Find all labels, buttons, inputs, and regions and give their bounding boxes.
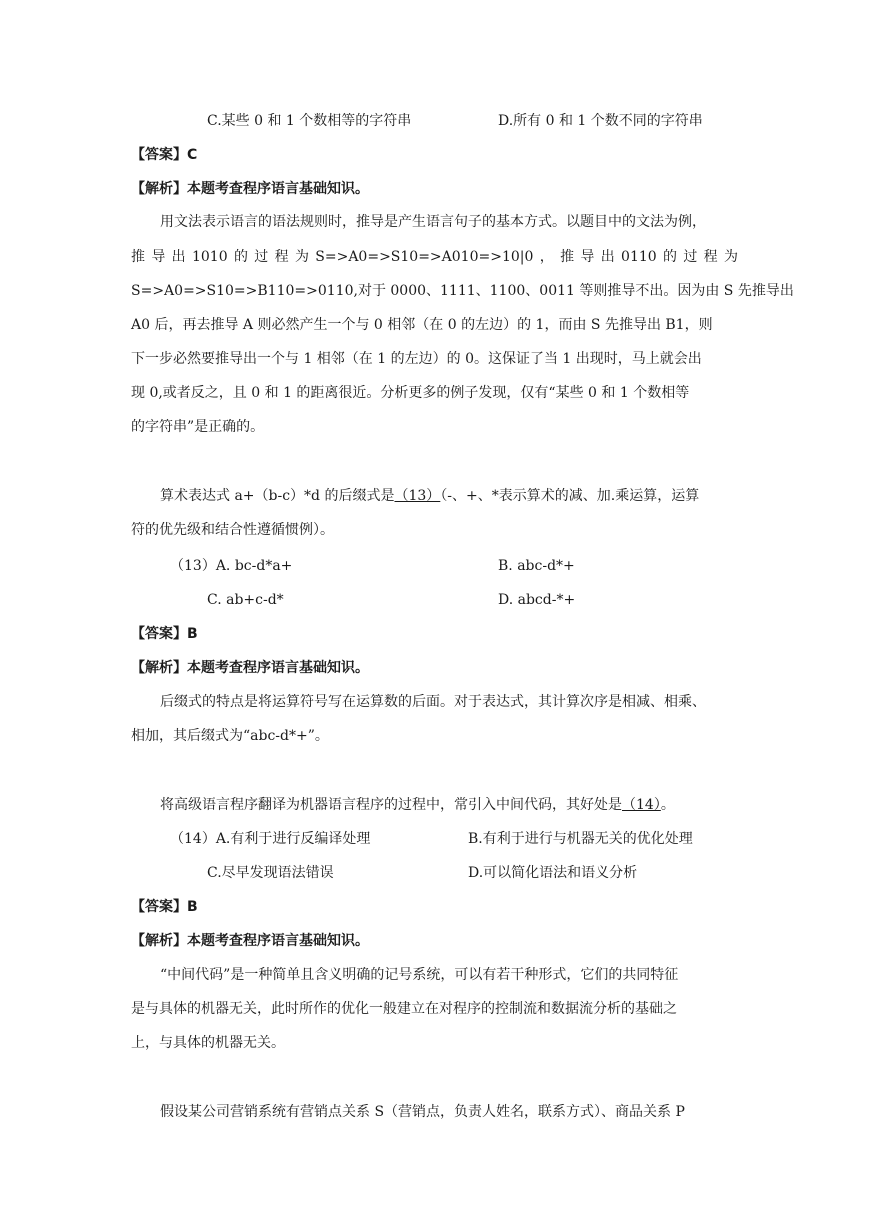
q13-option-a: （13）A. bc-d*a+ — [170, 558, 293, 574]
q13-stem-line-2: 符的优先级和结合性遵循惯例）。 — [131, 522, 334, 538]
q12-option-d: D.所有 0 和 1 个数不同的字符串 — [498, 113, 703, 129]
q13-stem-line-1 — [160, 486, 699, 506]
word: 程 — [703, 249, 718, 265]
q13-stem-text-2: （-、+、*表示算术的减、加.乘运算，运算 — [440, 488, 700, 504]
q13-option-b: B. abc-d*+ — [498, 558, 575, 574]
q13-answer: 【答案】B — [131, 626, 198, 642]
q13-analysis-line-1: 后缀式的特点是将运算符号写在运算数的后面。对于表达式，其计算次序是相减、相乘、 — [160, 694, 706, 710]
word: 为 — [294, 249, 309, 265]
q14-analysis-heading: 【解析】本题考查程序语言基础知识。 — [131, 933, 369, 949]
q12-analysis-heading: 【解析】本题考查程序语言基础知识。 — [131, 181, 369, 197]
q13-option-d: D. abcd-*+ — [498, 592, 576, 608]
word: 出 — [600, 249, 615, 265]
derivation: S=>A0=>S10=>A010=>10|0 — [315, 249, 534, 265]
word: 过 — [683, 249, 698, 265]
q15-stem-line-1: 假设某公司营销系统有营销点关系 S（营销点，负责人姓名，联系方式）、商品关系 P — [160, 1104, 685, 1120]
word: 推 — [560, 249, 575, 265]
q13-analysis-line-2: 相加，其后缀式为“abc-d*+”。 — [131, 728, 329, 744]
q14-option-c: C.尽早发现语法错误 — [207, 865, 334, 881]
q12-analysis-line-5: 下一步必然要推导出一个与 1 相邻（在 1 的左边）的 0。这保证了当 1 出现时，马上就会出 — [131, 351, 702, 367]
word: 1010 — [191, 249, 228, 265]
q12-analysis-line-2 — [131, 247, 738, 267]
q13-stem-text: 算术表达式 a+（b-c）*d 的后缀式是 — [160, 488, 395, 504]
q14-analysis-line-3: 上，与具体的机器无关。 — [131, 1035, 285, 1051]
q14-option-a: （14）A.有利于进行反编译处理 — [170, 831, 371, 847]
word: ， — [539, 249, 554, 265]
q14-analysis-line-1: “中间代码”是一种简单且含义明确的记号系统，可以有若干种形式，它们的共同特征 — [160, 967, 679, 983]
word: 过 — [254, 249, 269, 265]
q14-analysis-line-2: 是与具体的机器无关，此时所作的优化一般建立在对程序的控制流和数据流分析的基础之 — [131, 1001, 677, 1017]
word: 推 — [131, 249, 145, 265]
q12-option-c: C.某些 0 和 1 个数相等的字符串 — [207, 113, 412, 129]
q14-stem-end: 。 — [660, 797, 675, 813]
word: 导 — [151, 249, 166, 265]
q12-analysis-line-4: A0 后，再去推导 A 则必然产生一个与 0 相邻（在 0 的左边）的 1，而由 S 先推导出 B1，则 — [131, 317, 713, 333]
word: 导 — [580, 249, 595, 265]
q12-analysis-line-7: 的字符串”是正确的。 — [131, 419, 265, 435]
q12-analysis-line-6: 现 0,或者反之，且 0 和 1 的距离很近。分析更多的例子发现，仅有“某些 0 和 1 个数相等 — [131, 385, 690, 401]
q13-analysis-heading: 【解析】本题考查程序语言基础知识。 — [131, 660, 369, 676]
q14-stem-line-1 — [160, 795, 675, 815]
word: 0110 — [621, 249, 657, 265]
q14-answer: 【答案】B — [131, 899, 198, 915]
q14-stem-text: 将高级语言程序翻译为机器语言程序的过程中，常引入中间代码，其好处是 — [160, 797, 622, 813]
word: 的 — [233, 249, 248, 265]
q12-answer: 【答案】C — [131, 147, 198, 163]
word: 的 — [663, 249, 678, 265]
word: 程 — [274, 249, 289, 265]
q14-blank: （14） — [622, 797, 661, 813]
q13-option-c: C. ab+c-d* — [207, 592, 284, 608]
word: 为 — [724, 249, 738, 265]
q12-analysis-line-1: 用文法表示语言的语法规则时，推导是产生语言句子的基本方式。以题目中的文法为例， — [160, 214, 706, 230]
word: 出 — [171, 249, 186, 265]
q13-blank: （13） — [394, 488, 441, 504]
q14-option-d: D.可以简化语法和语义分析 — [468, 865, 638, 881]
q14-option-b: B.有利于进行与机器无关的优化处理 — [468, 831, 693, 847]
q12-analysis-line-3: S=>A0=>S10=>B110=>0110,对于 0000、1111、1100、0011 等则推导不出。因为由 S 先推导出 — [131, 283, 794, 299]
